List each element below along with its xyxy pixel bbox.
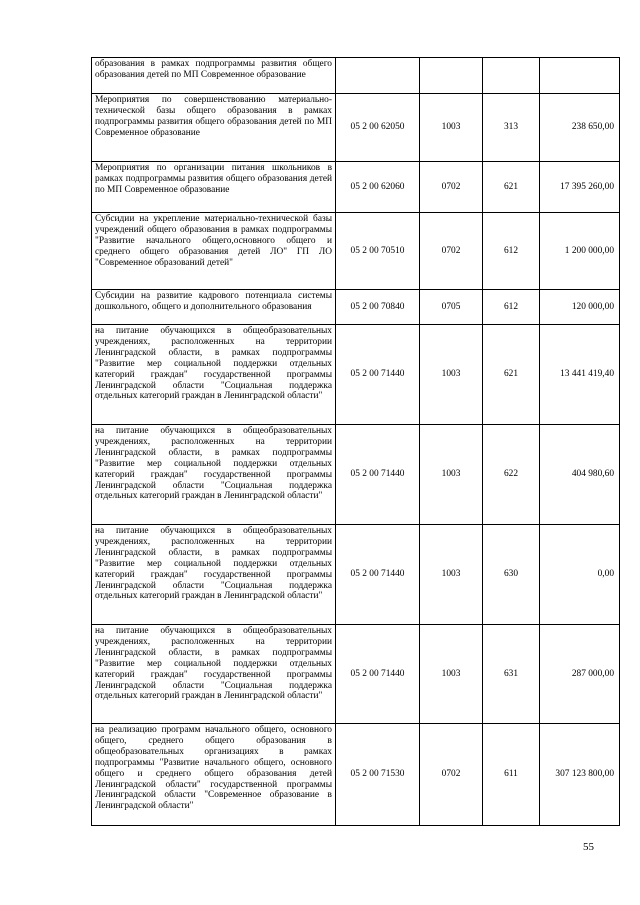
row-section: 0702 bbox=[420, 724, 483, 826]
row-section: 0705 bbox=[420, 290, 483, 325]
row-code: 05 2 00 71440 bbox=[336, 325, 420, 425]
row-description: на питание обучающихся в общеобразовательных учреждениях, расположенных на территории Ленинградской области, в рамках подпрограммы "Развитие мер социальной поддержки отдельных категорий граждан" государственной программы Ленинградской области "Социальная поддержка отдельных категорий граждан в Ленинградской области" bbox=[92, 525, 336, 625]
table-row bbox=[92, 625, 620, 724]
row-type: 621 bbox=[483, 162, 540, 213]
row-description: Субсидии на укрепление материально-технической базы учреждений общего образования в рамках подпрограммы "Развитие начального общего,основного общего и среднего общего образования детей ЛО" ГП ЛО "Современное образований детей" bbox=[92, 213, 336, 290]
row-amount: 1 200 000,00 bbox=[540, 213, 620, 290]
table-row bbox=[92, 58, 620, 94]
row-section bbox=[420, 58, 483, 94]
row-type: 612 bbox=[483, 290, 540, 325]
table-row bbox=[92, 290, 620, 325]
row-amount: 307 123 800,00 bbox=[540, 724, 620, 826]
row-amount bbox=[540, 58, 620, 94]
row-section: 1003 bbox=[420, 94, 483, 162]
row-code: 05 2 00 62050 bbox=[336, 94, 420, 162]
row-type: 612 bbox=[483, 213, 540, 290]
row-type: 622 bbox=[483, 425, 540, 525]
page-number: 55 bbox=[583, 841, 594, 853]
row-section: 0702 bbox=[420, 162, 483, 213]
row-amount: 287 000,00 bbox=[540, 625, 620, 724]
row-code: 05 2 00 71440 bbox=[336, 425, 420, 525]
table-row bbox=[92, 94, 620, 162]
table-row bbox=[92, 525, 620, 625]
row-description: Субсидии на развитие кадрового потенциала системы дошкольного, общего и дополнительного образования bbox=[92, 290, 336, 325]
row-amount: 404 980,60 bbox=[540, 425, 620, 525]
row-amount: 238 650,00 bbox=[540, 94, 620, 162]
row-description: на реализацию программ начального общего, основного общего, среднего общего образования в общеобразовательных организациях в рамках подпрограммы "Развитие начального общего, основного общего и среднего общего образования детей Ленинградской области" государственной программы Ленинградской области "Современное образование в Ленинградской области" bbox=[92, 724, 336, 826]
row-amount: 0,00 bbox=[540, 525, 620, 625]
row-description: на питание обучающихся в общеобразовательных учреждениях, расположенных на территории Ленинградской области, в рамках подпрограммы "Развитие мер социальной поддержки отдельных категорий граждан" государственной программы Ленинградской области "Социальная поддержка отдельных категорий граждан в Ленинградской области" bbox=[92, 325, 336, 425]
row-type: 621 bbox=[483, 325, 540, 425]
row-description: на питание обучающихся в общеобразовательных учреждениях, расположенных на территории Ленинградской области, в рамках подпрограммы "Развитие мер социальной поддержки отдельных категорий граждан" государственной программы Ленинградской области "Социальная поддержка отдельных категорий граждан в Ленинградской области" bbox=[92, 625, 336, 724]
row-type bbox=[483, 58, 540, 94]
row-type: 611 bbox=[483, 724, 540, 826]
row-description: образования в рамках подпрограммы развития общего образования детей по МП Современное образование bbox=[92, 58, 336, 94]
row-code bbox=[336, 58, 420, 94]
table-row bbox=[92, 213, 620, 290]
row-description: Мероприятия по совершенствованию материально-технической базы общего образования в рамках подпрограммы развития общего образования детей по МП Современное образование bbox=[92, 94, 336, 162]
table-row bbox=[92, 162, 620, 213]
table-row bbox=[92, 724, 620, 826]
row-code: 05 2 00 71530 bbox=[336, 724, 420, 826]
row-code: 05 2 00 71440 bbox=[336, 625, 420, 724]
row-description: Мероприятия по организации питания школьников в рамках подпрограммы развития общего образования детей по МП Современное образование bbox=[92, 162, 336, 213]
row-section: 1003 bbox=[420, 425, 483, 525]
row-code: 05 2 00 70840 bbox=[336, 290, 420, 325]
row-code: 05 2 00 71440 bbox=[336, 525, 420, 625]
row-type: 631 bbox=[483, 625, 540, 724]
row-section: 1003 bbox=[420, 625, 483, 724]
row-description: на питание обучающихся в общеобразовательных учреждениях, расположенных на территории Ленинградской области, в рамках подпрограммы "Развитие мер социальной поддержки отдельных категорий граждан" государственной программы Ленинградской области "Социальная поддержка отдельных категорий граждан в Ленинградской области" bbox=[92, 425, 336, 525]
row-amount: 120 000,00 bbox=[540, 290, 620, 325]
row-type: 313 bbox=[483, 94, 540, 162]
budget-table bbox=[91, 57, 620, 826]
table-row bbox=[92, 325, 620, 425]
table-row bbox=[92, 425, 620, 525]
row-section: 1003 bbox=[420, 325, 483, 425]
budget-table-body bbox=[92, 58, 620, 826]
row-amount: 17 395 260,00 bbox=[540, 162, 620, 213]
row-amount: 13 441 419,40 bbox=[540, 325, 620, 425]
row-code: 05 2 00 70510 bbox=[336, 213, 420, 290]
row-section: 1003 bbox=[420, 525, 483, 625]
row-section: 0702 bbox=[420, 213, 483, 290]
row-type: 630 bbox=[483, 525, 540, 625]
row-code: 05 2 00 62060 bbox=[336, 162, 420, 213]
